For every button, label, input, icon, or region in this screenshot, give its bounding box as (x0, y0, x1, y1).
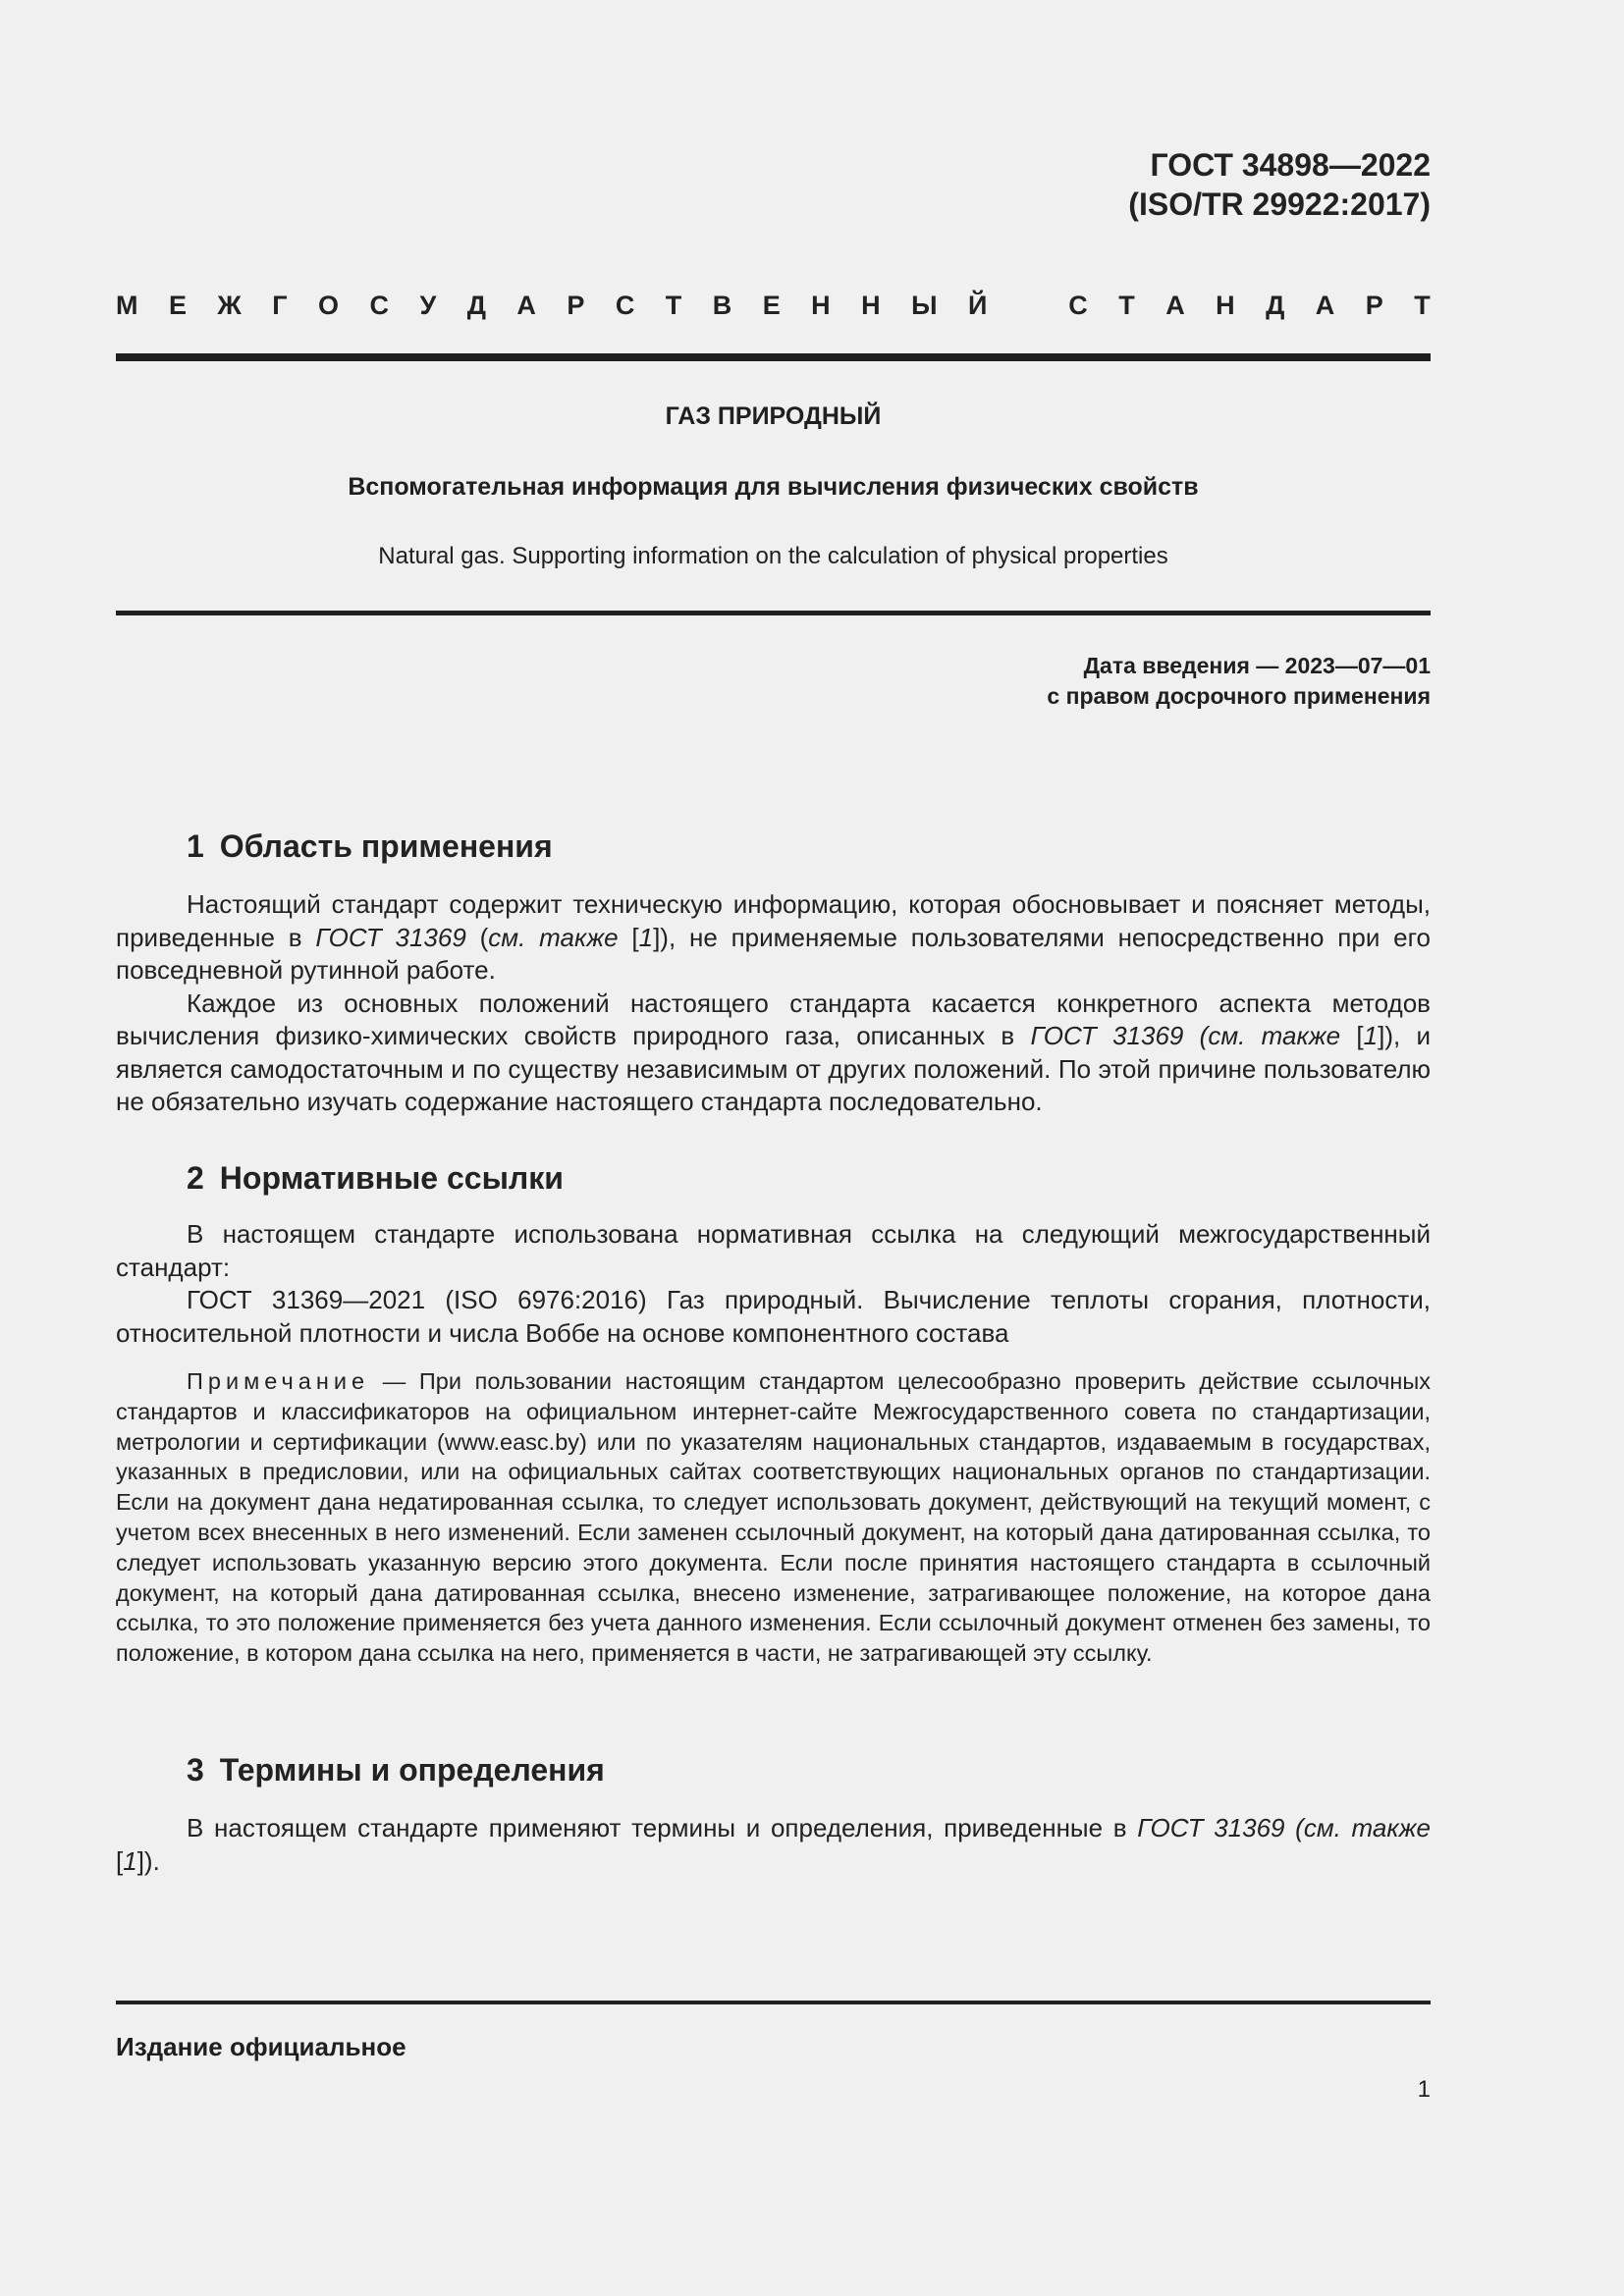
section-2-body (116, 1218, 1431, 1350)
document-identifier (1128, 145, 1431, 224)
document-page (116, 0, 1431, 2296)
section-2-paragraph-2: ГОСТ 31369—2021 (ISO 6976:2016) Газ природный. Вычисление теплоты сгорания, плотности, относительной плотности и числа Воббе на основе компонентного состава (116, 1285, 1431, 1348)
doc-type-letter: С (1068, 291, 1088, 320)
doc-type-letter: Н (811, 291, 831, 320)
doc-type-letter: О (318, 291, 340, 320)
doc-type-letter: Й (967, 291, 988, 320)
section-2-title: Нормативные ссылки (219, 1160, 564, 1196)
page-number: 1 (1417, 2076, 1431, 2103)
doc-type-letter: Н (1216, 291, 1235, 320)
doc-type-letter: Р (1365, 291, 1383, 320)
text-run: ( (465, 922, 489, 952)
doc-type-letter: Н (861, 291, 881, 320)
intro-date-line-2: с правом досрочного применения (1047, 683, 1431, 709)
doc-type-letter: Р (567, 291, 585, 320)
section-3-number: 3 (187, 1752, 204, 1788)
text-run: [ (618, 922, 639, 952)
doc-type-letter: А (516, 291, 536, 320)
text-run: Настоящий стандарт содержит техническую информацию, которая обосновывает и поясняет методы, приведенные в (116, 889, 1431, 952)
section-3-paragraph-1 (116, 1812, 1431, 1878)
text-run: Каждое из основных положений настоящего стандарта касается конкретного аспекта методов вычисления физико-химических свойств природного газа, описанных в (116, 988, 1431, 1050)
section-3-title: Термины и определения (219, 1752, 605, 1788)
text-run: В настоящем стандарте применяют термины и определения, приведенные в (187, 1813, 1138, 1842)
section-1-paragraph-1 (116, 888, 1431, 988)
document-title-english: Natural gas. Supporting information on the calculation of physical properties (378, 543, 1168, 569)
doc-type-letter: С (369, 291, 390, 320)
edition-label: Издание официальное (116, 2032, 406, 2061)
doc-type-letter: Д (1266, 291, 1285, 320)
doc-type-letter: А (1165, 291, 1185, 320)
text-run: ]). (136, 1845, 160, 1876)
footer-divider (116, 2001, 1431, 2004)
doc-number: ГОСТ 34898—2022 (1150, 147, 1431, 183)
doc-type-letter: С (615, 291, 635, 320)
reference-gost-31369: ГОСТ 31369 (см. также (1030, 1021, 1341, 1050)
text-run: ]), не применяемые пользователями непосредственно при его повседневной рутинной работе. (116, 922, 1432, 985)
section-2-note (116, 1366, 1431, 1669)
see-also-text: см. также (488, 922, 619, 952)
title-divider (116, 611, 1431, 615)
section-1-body (116, 888, 1431, 1119)
iso-number: (ISO/TR 29922:2017) (1128, 187, 1431, 222)
section-1-title: Область применения (219, 828, 553, 864)
reference-gost-31369: ГОСТ 31369 (см. также (1137, 1813, 1431, 1842)
bibliography-ref-number: 1 (123, 1845, 137, 1876)
section-1-number: 1 (187, 828, 204, 864)
header-divider (116, 353, 1431, 361)
section-3-body (116, 1812, 1431, 1878)
reference-gost-31369: ГОСТ 31369 (315, 922, 466, 952)
note-label: Примечание (187, 1368, 370, 1394)
text-run: [ (1340, 1021, 1364, 1050)
document-type-banner (116, 289, 1431, 322)
doc-type-letter: Т (1118, 291, 1135, 320)
doc-type-letter: А (1315, 291, 1335, 320)
doc-type-letter: Ж (217, 291, 242, 320)
text-run: ]), и является самодостаточным и по существу независимым от других положений. По этой причине пользователю не обязательно изучать содержание настоящего стандарта последовательно. (116, 1021, 1432, 1116)
introduction-date (1047, 651, 1431, 712)
doc-type-letter: Ы (911, 291, 938, 320)
doc-type-letter: Т (665, 291, 682, 320)
bibliography-ref-number: 1 (638, 922, 654, 952)
doc-type-letter: Е (168, 291, 187, 320)
text-run: [ (116, 1845, 124, 1876)
section-1-paragraph-2 (116, 988, 1431, 1119)
doc-type-letter: Е (762, 291, 781, 320)
intro-date-line-1: Дата введения — 2023—07—01 (1083, 653, 1431, 678)
doc-type-gap (1018, 289, 1038, 322)
note-text: — При пользовании настоящим стандартом целесообразно проверить действие ссылочных стандартов и классификаторов на официальном интернет-сайте Межгосударственного совета по стандартизации, метрологии и сертификации (www.easc.by) или по указателям национальных стандартов, издаваемым в государствах, указанных в предисловии, или на официальных сайтах соответствующих национальных органов по стандартизации. Если на документ дана недатированная ссылка, то следует использовать документ, действующий на текущий момент, с учетом всех внесенных в него изменений. Если заменен ссылочный документ, на который дана датированная ссылка, то следует использовать указанную версию этого документа. Если после принятия настоящего стандарта в ссылочный документ, на который дана датированная ссылка, внесено изменение, затрагивающее положение, на которое дана ссылка, то это положение применяется без учета данного изменения. Если ссылочный документ отменен без замены, то положение, в котором дана ссылка на него, применяется в части, не затрагивающей эту ссылку. (116, 1368, 1431, 1667)
section-2-heading (187, 1158, 564, 1198)
section-1-heading (187, 827, 553, 866)
section-2-paragraph-1: В настоящем стандарте использована нормативная ссылка на следующий межгосударственный стандарт: (116, 1219, 1431, 1282)
section-3-heading (187, 1750, 605, 1789)
doc-type-letter: М (116, 291, 138, 320)
bibliography-ref-number: 1 (1363, 1021, 1379, 1050)
section-2-number: 2 (187, 1160, 204, 1196)
document-subtitle: Вспомогательная информация для вычисления физических свойств (348, 473, 1199, 501)
doc-type-letter: Д (466, 291, 486, 320)
doc-type-letter: Г (272, 291, 288, 320)
doc-type-letter: У (419, 291, 437, 320)
doc-type-letter: Т (1414, 291, 1431, 320)
document-title: ГАЗ ПРИРОДНЫЙ (665, 402, 882, 430)
note-paragraph (116, 1366, 1431, 1669)
doc-type-letter: В (712, 291, 732, 320)
